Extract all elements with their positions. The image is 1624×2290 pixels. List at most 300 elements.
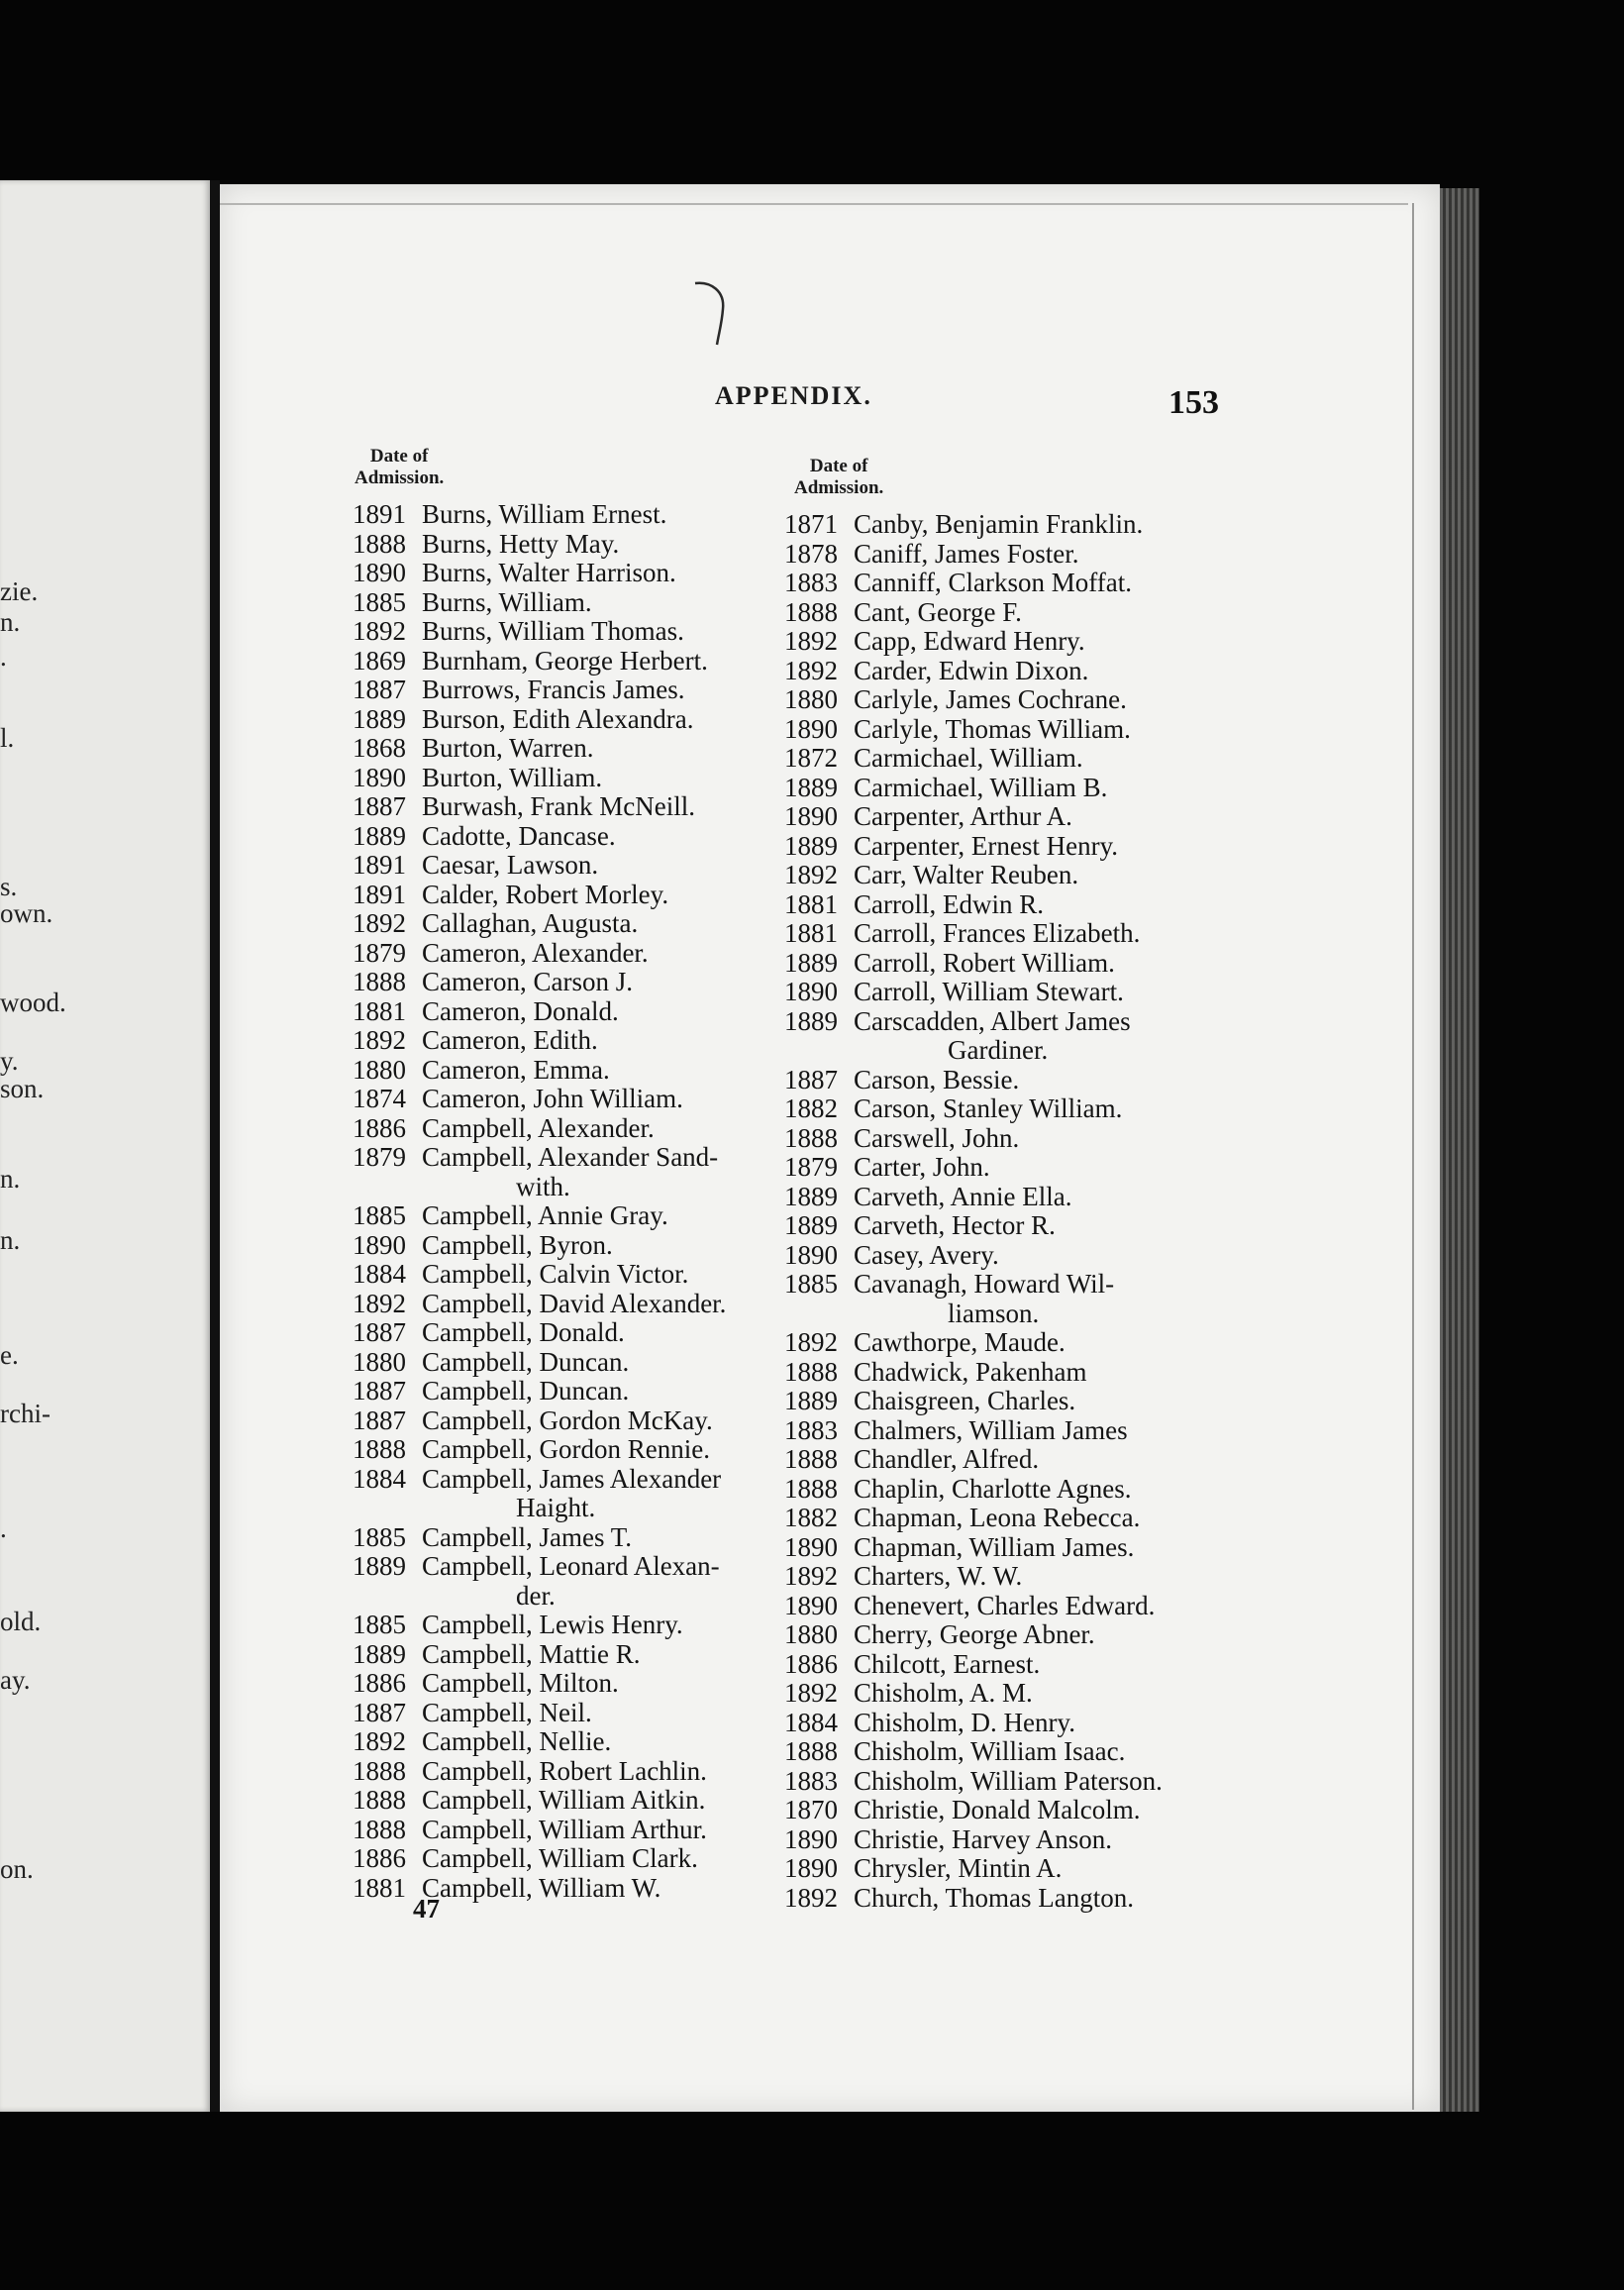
admission-year: 1889 (784, 1005, 838, 1036)
member-name: Campbell, Annie Gray. (422, 1200, 668, 1230)
admission-year: 1869 (353, 645, 406, 676)
admission-year: 1888 (353, 1755, 406, 1786)
admission-year (784, 1300, 854, 1329)
admission-entry (784, 861, 1163, 890)
admission-year: 1881 (353, 995, 406, 1026)
member-name: Chenevert, Charles Edward. (854, 1590, 1156, 1620)
member-name: Carter, John. (854, 1152, 990, 1182)
column-heading-line1: Date of (809, 456, 868, 476)
admission-entry (784, 1533, 1163, 1563)
admission-entry (353, 676, 726, 705)
member-name: Campbell, William W. (422, 1872, 661, 1903)
admission-entry (784, 1737, 1163, 1767)
member-name: Campbell, William Arthur. (422, 1814, 707, 1844)
left-page-fragment: ay. (0, 1665, 31, 1695)
member-name: Caesar, Lawson. (422, 850, 599, 880)
member-name: Carlyle, Thomas William. (854, 713, 1131, 744)
admission-entry (353, 1552, 726, 1582)
admission-year: 1891 (353, 850, 406, 880)
admission-entry (353, 1727, 726, 1757)
admission-year: 1890 (784, 1590, 838, 1620)
admission-year: 1881 (784, 918, 838, 948)
admission-year (353, 1173, 422, 1202)
admission-entry (353, 1640, 726, 1670)
admission-year: 1880 (784, 1619, 838, 1649)
member-name: Carlyle, James Cochrane. (854, 684, 1127, 714)
admission-year: 1892 (353, 1726, 406, 1756)
admission-year: 1890 (784, 713, 838, 744)
member-name: Cameron, Carson J. (422, 967, 633, 996)
admission-year: 1888 (784, 596, 838, 627)
admission-entry (353, 851, 726, 881)
admission-entry (784, 1300, 1163, 1329)
admission-year: 1887 (784, 1064, 838, 1094)
admission-year: 1888 (353, 1434, 406, 1464)
admission-year: 1888 (353, 967, 406, 996)
member-name: Burns, Hetty May. (422, 528, 620, 559)
member-name: Caniff, James Foster. (854, 538, 1079, 569)
admission-entry (353, 1026, 726, 1056)
admission-year: 1885 (353, 1200, 406, 1230)
entry-list-left (353, 500, 726, 1903)
left-page-fragment: s. (0, 872, 18, 901)
admission-year: 1888 (784, 1122, 838, 1153)
admission-year: 1885 (353, 1521, 406, 1552)
admission-year: 1888 (784, 1473, 838, 1504)
member-name: Chalmers, William James (854, 1414, 1128, 1445)
member-name: Chapman, William James. (854, 1531, 1135, 1562)
admission-entry (353, 1260, 726, 1290)
admission-year: 1879 (784, 1152, 838, 1182)
member-name: Chrysler, Mintin A. (854, 1853, 1063, 1883)
admission-entry (784, 1270, 1163, 1300)
admission-year: 1885 (353, 1610, 406, 1639)
left-page-fragment: on. (0, 1854, 34, 1884)
admission-year: 1890 (784, 977, 838, 1006)
member-name: Campbell, Gordon Rennie. (422, 1434, 710, 1464)
admission-entry (784, 1767, 1163, 1797)
member-name: Burns, William Ernest. (422, 499, 667, 529)
admission-year: 1889 (784, 947, 838, 978)
admission-entry (784, 1650, 1163, 1680)
left-page-fragment: zie. (0, 576, 39, 606)
admission-year: 1880 (353, 1346, 406, 1377)
admission-entry (784, 1328, 1163, 1358)
member-name: Carmichael, William. (854, 743, 1083, 773)
admission-entry (784, 949, 1163, 979)
admission-year: 1890 (784, 1531, 838, 1562)
member-name: Chisholm, A. M. (854, 1678, 1033, 1708)
member-name: Chadwick, Pakenham (854, 1356, 1087, 1387)
member-name: Cant, George F. (854, 596, 1022, 627)
admission-entry (784, 1504, 1163, 1533)
admission-year (784, 1036, 854, 1066)
member-name: Campbell, Duncan. (422, 1346, 630, 1377)
admission-entry (353, 1611, 726, 1640)
member-name: Cameron, Emma. (422, 1054, 610, 1085)
admission-entry (784, 832, 1163, 862)
left-page-fragment: e. (0, 1340, 19, 1370)
member-name: Chandler, Alfred. (854, 1444, 1040, 1474)
member-name: Carder, Edwin Dixon. (854, 655, 1089, 685)
admission-entry (353, 1699, 726, 1728)
column-heading-line2: Admission. (794, 477, 884, 498)
member-name: Carmichael, William B. (854, 772, 1108, 802)
admission-entry (784, 715, 1163, 745)
admission-year: 1889 (784, 830, 838, 861)
page-number: 153 (1168, 384, 1219, 421)
admission-entry (353, 1494, 726, 1523)
admission-entry (784, 774, 1163, 803)
admission-year: 1888 (353, 1785, 406, 1815)
running-title: APPENDIX. (715, 381, 872, 410)
member-name: Burns, William Thomas. (422, 616, 684, 646)
member-name: Cameron, Alexander. (422, 937, 649, 968)
admission-entry (784, 540, 1163, 570)
admission-year: 1887 (353, 1317, 406, 1347)
member-name: Burton, Warren. (422, 733, 594, 763)
member-name: Burrows, Francis James. (422, 675, 685, 704)
left-page-fragment: n. (0, 1225, 21, 1255)
book-fore-edge (1440, 188, 1479, 2112)
member-name: Campbell, James Alexander (422, 1463, 722, 1494)
admission-entry (353, 1085, 726, 1114)
admission-entry (784, 1358, 1163, 1388)
member-name: liamson. (948, 1298, 1040, 1328)
admission-entry (353, 1114, 726, 1144)
entry-list-right (784, 510, 1163, 1913)
admission-year: 1891 (353, 499, 406, 529)
admission-entry (353, 1173, 726, 1202)
admission-year: 1892 (784, 626, 838, 656)
admission-entry (353, 997, 726, 1027)
admission-year: 1890 (784, 801, 838, 831)
admission-entry (353, 939, 726, 969)
member-name: Campbell, Milton. (422, 1668, 619, 1698)
admission-entry (353, 1231, 726, 1261)
admission-year: 1887 (353, 1697, 406, 1727)
member-name: Carson, Bessie. (854, 1064, 1020, 1094)
admission-entry (353, 968, 726, 997)
admission-year: 1885 (353, 586, 406, 617)
member-name: Campbell, Alexander Sand- (422, 1142, 719, 1172)
admission-year: 1887 (353, 1376, 406, 1405)
admission-entry (353, 792, 726, 822)
member-name: Carswell, John. (854, 1122, 1020, 1153)
admission-entry (784, 1241, 1163, 1271)
member-name: Casey, Avery. (854, 1239, 999, 1270)
member-name: Burwash, Frank McNeill. (422, 791, 695, 821)
admission-entry (784, 598, 1163, 628)
admission-year: 1886 (784, 1648, 838, 1679)
admission-entry (353, 1318, 726, 1348)
admission-entry (784, 1445, 1163, 1475)
member-name: Burnham, George Herbert. (422, 645, 708, 676)
admission-entry (784, 1709, 1163, 1738)
left-page-fragment: own. (0, 898, 53, 928)
admission-entry (784, 1094, 1163, 1124)
admission-year: 1883 (784, 1414, 838, 1445)
admission-year: 1886 (353, 1843, 406, 1873)
admission-year: 1886 (353, 1668, 406, 1698)
member-name: Callaghan, Augusta. (422, 908, 639, 938)
member-name: Carr, Walter Reuben. (854, 860, 1079, 889)
admission-year: 1882 (784, 1093, 838, 1123)
member-name: Campbell, Mattie R. (422, 1638, 641, 1669)
left-page-fragment: n. (0, 1164, 21, 1194)
member-name: Haight. (516, 1493, 596, 1522)
admission-entry (784, 1007, 1163, 1037)
member-name: Chilcott, Earnest. (854, 1648, 1041, 1679)
left-page-fragment: son. (0, 1074, 45, 1103)
member-name: Cameron, Edith. (422, 1025, 598, 1055)
admission-year: 1872 (784, 743, 838, 773)
left-page-fragment: old. (0, 1607, 42, 1636)
admission-year: 1881 (784, 888, 838, 919)
admission-entry (353, 1669, 726, 1699)
admission-year: 1892 (353, 1288, 406, 1318)
admission-year: 1892 (784, 1678, 838, 1708)
admission-entry (784, 1592, 1163, 1621)
member-name: Chisholm, William Paterson. (854, 1765, 1163, 1796)
member-name: Campbell, Duncan. (422, 1376, 630, 1405)
admission-entry (353, 1874, 726, 1904)
admission-year: 1892 (784, 1327, 838, 1357)
member-name: Campbell, Donald. (422, 1317, 625, 1347)
member-name: Carroll, Robert William. (854, 947, 1115, 978)
admission-entry (784, 1153, 1163, 1183)
admission-year: 1892 (353, 1025, 406, 1055)
admission-entry (784, 744, 1163, 774)
admission-entry (784, 1620, 1163, 1650)
member-name: Cameron, Donald. (422, 995, 619, 1026)
member-name: Campbell, Robert Lachlin. (422, 1755, 707, 1786)
admission-year: 1892 (784, 1561, 838, 1591)
admission-year: 1892 (784, 1882, 838, 1913)
admission-entry (784, 1562, 1163, 1592)
left-page-fragment: rchi- (0, 1399, 51, 1428)
member-name: Cameron, John William. (422, 1084, 683, 1113)
admission-entry (353, 705, 726, 735)
member-name: Cherry, George Abner. (854, 1619, 1095, 1649)
admission-year: 1885 (784, 1269, 838, 1299)
admission-year: 1890 (784, 1853, 838, 1883)
admission-year: 1890 (353, 558, 406, 587)
admission-year: 1892 (353, 908, 406, 938)
admission-entry (784, 919, 1163, 949)
admission-year: 1884 (784, 1707, 838, 1737)
admission-year: 1891 (353, 879, 406, 909)
column-heading-line2: Admission. (355, 468, 445, 488)
admission-entry (784, 978, 1163, 1007)
admission-year: 1887 (353, 791, 406, 821)
member-name: Chisholm, William Isaac. (854, 1736, 1126, 1766)
admission-entry (784, 1416, 1163, 1446)
member-name: Chapman, Leona Rebecca. (854, 1503, 1141, 1532)
member-name: Chaplin, Charlotte Agnes. (854, 1473, 1132, 1504)
member-name: Carpenter, Arthur A. (854, 801, 1072, 831)
admission-year: 1890 (353, 762, 406, 792)
admission-entry (784, 510, 1163, 540)
admission-year: 1890 (784, 1823, 838, 1854)
column-heading-left (355, 446, 444, 489)
admission-year: 1879 (353, 937, 406, 968)
member-name: Chaisgreen, Charles. (854, 1386, 1076, 1415)
member-name: Christie, Harvey Anson. (854, 1823, 1112, 1854)
member-name: Cawthorpe, Maude. (854, 1327, 1066, 1357)
member-name: Burson, Edith Alexandra. (422, 703, 694, 734)
admission-entry (353, 909, 726, 939)
admission-year: 1892 (784, 655, 838, 685)
admission-entry (353, 647, 726, 677)
admission-entry (353, 500, 726, 530)
admission-entry (353, 1348, 726, 1378)
member-name: Carroll, William Stewart. (854, 977, 1124, 1006)
member-name: Campbell, Calvin Victor. (422, 1259, 689, 1289)
admission-year: 1884 (353, 1259, 406, 1289)
member-name: Burns, William. (422, 586, 592, 617)
admission-year: 1888 (353, 1814, 406, 1844)
member-name: Campbell, Nellie. (422, 1726, 612, 1756)
admission-year: 1888 (784, 1356, 838, 1387)
admission-entry (784, 1475, 1163, 1505)
admission-year: 1881 (353, 1872, 406, 1903)
left-page-fragment: . (0, 642, 7, 672)
admission-entry (353, 559, 726, 588)
member-name: der. (516, 1580, 556, 1611)
admission-entry (353, 881, 726, 910)
admission-entry (353, 1377, 726, 1406)
ink-smudge-mark (693, 279, 733, 349)
admission-entry (784, 1884, 1163, 1914)
admission-year: 1888 (784, 1736, 838, 1766)
member-name: Campbell, James T. (422, 1521, 632, 1552)
left-facing-page (0, 180, 210, 2112)
admission-entry (784, 1825, 1163, 1855)
admission-entry (353, 1406, 726, 1436)
admission-entry (784, 1066, 1163, 1095)
admission-entry (353, 1816, 726, 1845)
member-name: Calder, Robert Morley. (422, 879, 669, 909)
admission-year: 1879 (353, 1142, 406, 1172)
member-name: Capp, Edward Henry. (854, 626, 1085, 656)
admission-year: 1889 (784, 772, 838, 802)
member-name: Burns, Walter Harrison. (422, 558, 676, 587)
admission-entry (353, 1844, 726, 1874)
admission-year: 1886 (353, 1112, 406, 1143)
member-name: Campbell, Alexander. (422, 1112, 655, 1143)
admission-entry (784, 1211, 1163, 1241)
member-name: Carscadden, Albert James (854, 1005, 1131, 1036)
book-gutter (210, 180, 220, 2112)
member-name: Carveth, Annie Ella. (854, 1181, 1072, 1211)
member-name: Campbell, William Clark. (422, 1843, 698, 1873)
admission-year: 1871 (784, 509, 838, 539)
member-name: Carpenter, Ernest Henry. (854, 830, 1119, 861)
admission-entry (353, 1290, 726, 1319)
member-name: Campbell, Byron. (422, 1229, 613, 1260)
admission-year: 1890 (353, 1229, 406, 1260)
left-page-fragment: y. (0, 1046, 19, 1076)
admission-entry (353, 1523, 726, 1553)
left-page-fragment: l. (0, 723, 15, 753)
admission-year: 1874 (353, 1084, 406, 1113)
signature-mark: 47 (413, 1894, 440, 1924)
admission-year: 1884 (353, 1463, 406, 1494)
admission-entry (353, 1143, 726, 1173)
member-name: Canniff, Clarkson Moffat. (854, 568, 1132, 597)
admission-year: 1883 (784, 1765, 838, 1796)
member-name: Campbell, Neil. (422, 1697, 592, 1727)
admission-year: 1880 (353, 1054, 406, 1085)
admission-entry (784, 685, 1163, 715)
admission-year: 1889 (353, 1551, 406, 1581)
member-name: Chisholm, D. Henry. (854, 1707, 1075, 1737)
member-name: Campbell, Lewis Henry. (422, 1610, 683, 1639)
admission-year: 1882 (784, 1503, 838, 1532)
admission-entry (784, 569, 1163, 598)
admission-year: 1889 (784, 1181, 838, 1211)
admission-entry (784, 1124, 1163, 1154)
admission-entry (784, 1183, 1163, 1212)
admission-entry (784, 657, 1163, 686)
admission-entry (353, 1465, 726, 1495)
member-name: Cavanagh, Howard Wil- (854, 1269, 1115, 1299)
member-name: Carroll, Edwin R. (854, 888, 1044, 919)
admission-entry (353, 530, 726, 560)
admission-entry (353, 1582, 726, 1612)
admission-entry (353, 1435, 726, 1465)
member-name: Campbell, Leonard Alexan- (422, 1551, 720, 1581)
admission-entry (784, 1036, 1163, 1066)
admission-entry (784, 890, 1163, 920)
admission-year: 1889 (784, 1386, 838, 1415)
admission-entry (353, 734, 726, 764)
admission-entry (353, 617, 726, 647)
admission-year: 1892 (353, 616, 406, 646)
member-name: Carroll, Frances Elizabeth. (854, 918, 1141, 948)
admission-year: 1880 (784, 684, 838, 714)
member-name: with. (516, 1171, 570, 1201)
admission-year: 1888 (784, 1444, 838, 1474)
admission-year: 1887 (353, 1405, 406, 1435)
admission-year: 1870 (784, 1795, 838, 1824)
member-name: Charters, W. W. (854, 1561, 1023, 1591)
admission-entry (353, 1201, 726, 1231)
member-name: Christie, Donald Malcolm. (854, 1795, 1141, 1824)
member-name: Cadotte, Dancase. (422, 820, 616, 851)
admission-entry (784, 802, 1163, 832)
member-name: Burton, William. (422, 762, 603, 792)
member-name: Carson, Stanley William. (854, 1093, 1123, 1123)
admission-entry (353, 764, 726, 793)
member-name: Campbell, Gordon McKay. (422, 1405, 713, 1435)
admission-entry (784, 1796, 1163, 1825)
admission-year: 1883 (784, 568, 838, 597)
member-name: Carveth, Hector R. (854, 1210, 1056, 1240)
column-heading-line1: Date of (369, 446, 429, 467)
admission-entry (353, 588, 726, 618)
admission-year: 1888 (353, 528, 406, 559)
admission-year: 1889 (784, 1210, 838, 1240)
admission-year (353, 1582, 422, 1612)
member-name: Campbell, William Aitkin. (422, 1785, 706, 1815)
admission-entry (784, 1679, 1163, 1709)
admission-entry (353, 1757, 726, 1787)
admission-year: 1889 (353, 703, 406, 734)
member-name: Campbell, David Alexander. (422, 1288, 727, 1318)
admission-year: 1889 (353, 1638, 406, 1669)
